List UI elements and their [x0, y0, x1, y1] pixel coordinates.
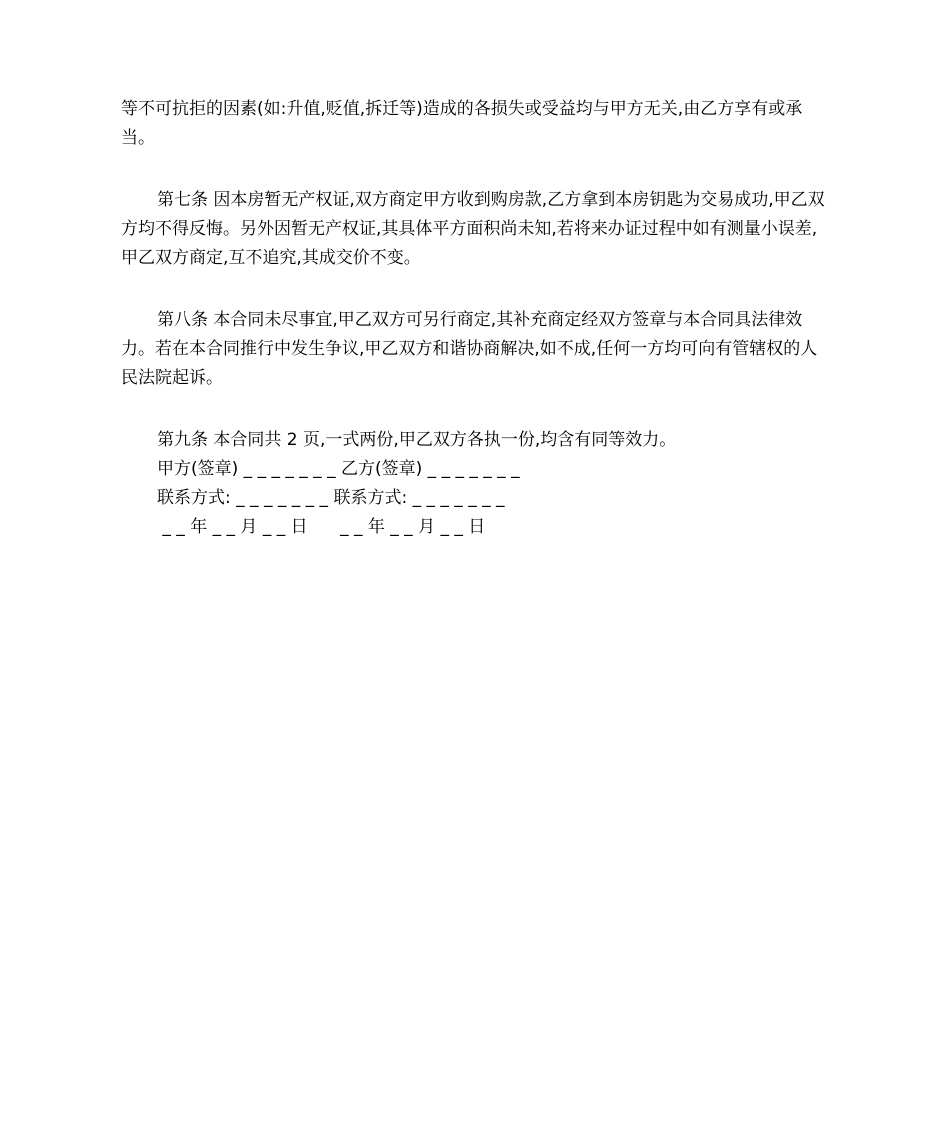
- signature-line: 甲方(签章) _ _ _ _ _ _ _ 乙方(签章) _ _ _ _ _ _ _: [157, 459, 520, 479]
- document-body: [121, 95, 833, 542]
- contact-line: 联系方式: _ _ _ _ _ _ _ 联系方式: _ _ _ _ _ _ _: [157, 488, 505, 508]
- article-seven: 第七条 因本房暂无产权证,双方商定甲方收到购房款,乙方拿到本房钥匙为交易成功,甲乙双方均不得反悔。另外因暂无产权证,其具体平方面积尚未知,若将来办证过程中如有测量小误差,甲乙双方商定,互不追究,其成交价不变。: [121, 190, 825, 268]
- date-line: _ _ 年 _ _ 月 _ _ 日 _ _ 年 _ _ 月 _ _ 日: [157, 517, 486, 537]
- article-eight: 第八条 本合同未尽事宜,甲乙双方可另行商定,其补充商定经双方签章与本合同具法律效力。若在本合同推行中发生争议,甲乙双方和谐协商解决,如不成,任何一方均可向有管辖权的人民法院起诉。: [121, 310, 818, 388]
- paragraph-continuation: 等不可抗拒的因素(如:升值,贬值,拆迁等)造成的各损失或受益均与甲方无关,由乙方享有或承当。: [121, 99, 803, 148]
- article-nine: 第九条 本合同共 2 页,一式两份,甲乙双方各执一份,均含有同等效力。: [157, 430, 677, 450]
